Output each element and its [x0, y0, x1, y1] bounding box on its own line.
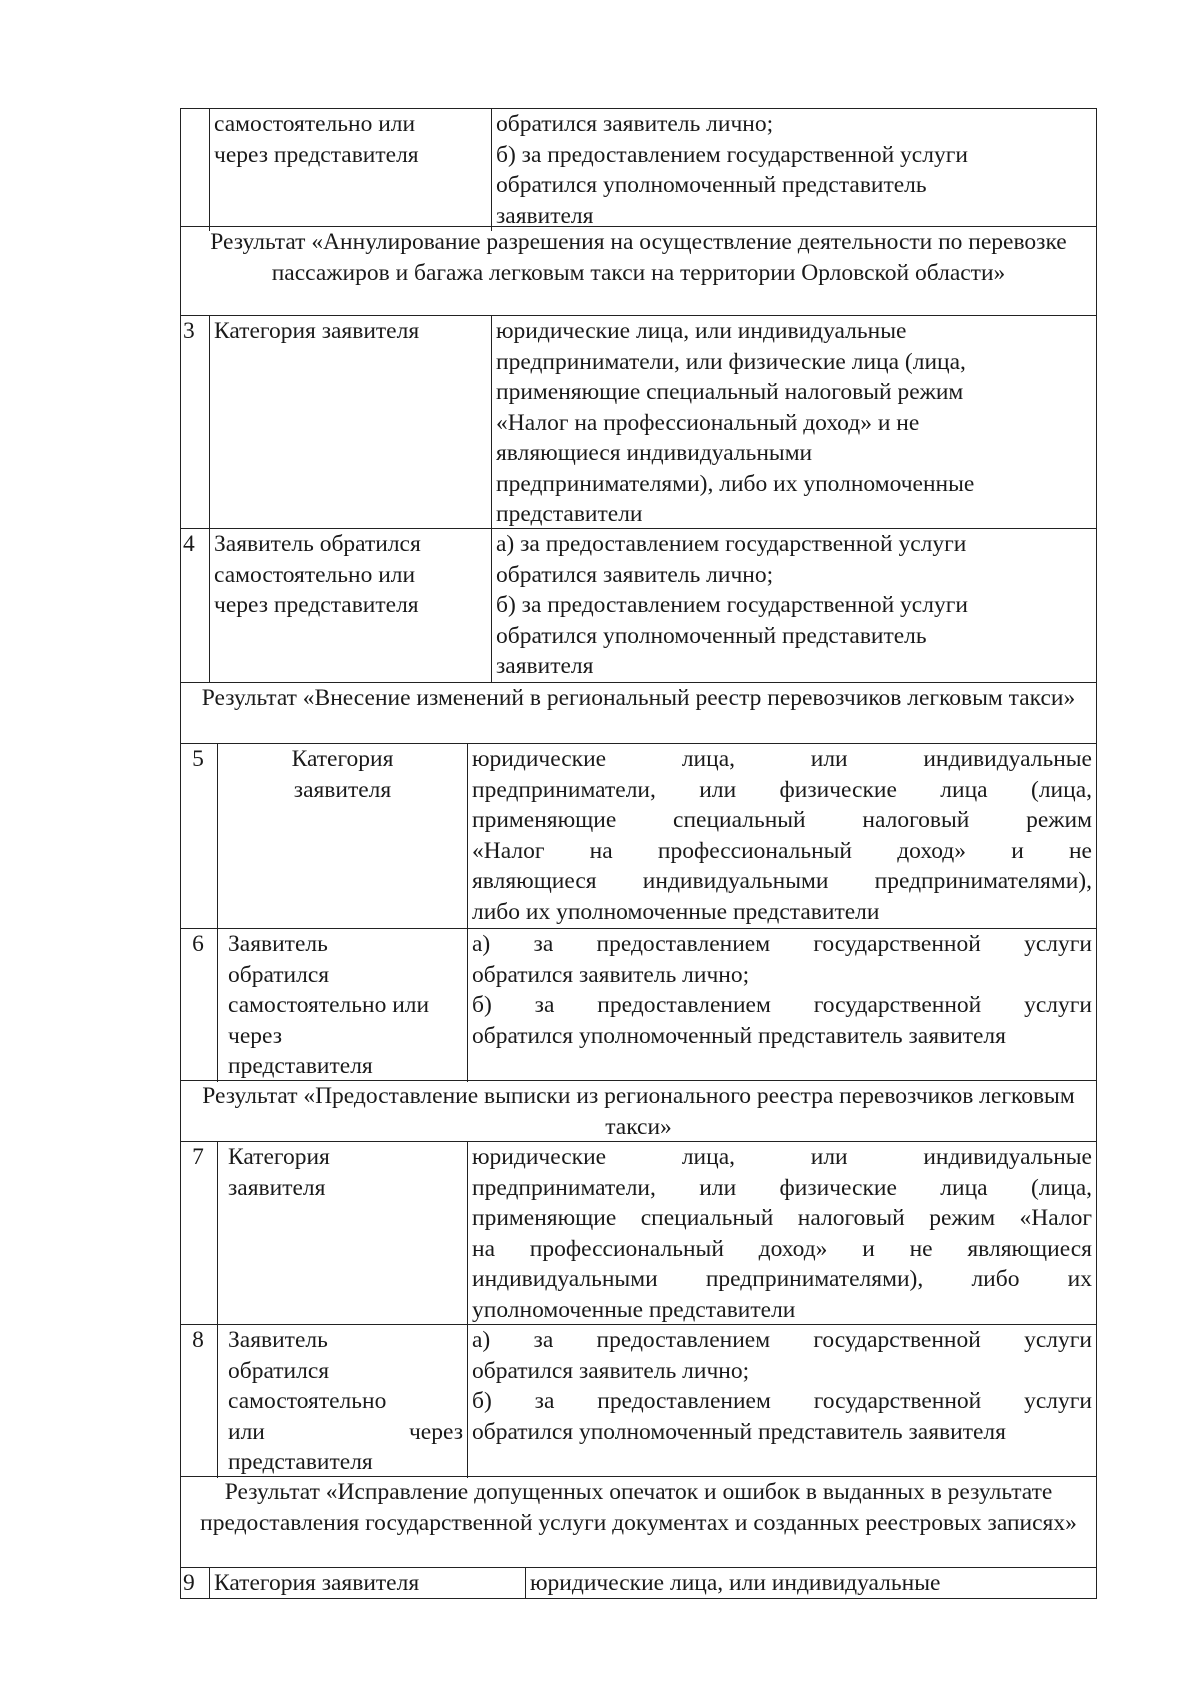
table-row [181, 1568, 1096, 1598]
row-label [217, 744, 467, 928]
desc-line: предприниматели, или физические лица (лица, [472, 1174, 1092, 1201]
label-line: заявителя [228, 1174, 326, 1201]
desc-line: юридические лица, или индивидуальные [472, 746, 1092, 772]
section-header: Результат «Предоставление выписки из регионального реестра перевозчиков легковым такси» [181, 1081, 1096, 1142]
label-line: заявителя [293, 776, 392, 803]
label-line: представителя [228, 1449, 373, 1475]
desc-line: обратился заявитель лично; [472, 961, 750, 988]
label-line: Категория заявителя [214, 1570, 420, 1596]
table-row [181, 929, 1096, 1081]
desc-line: предпринимателями), либо их уполномоченные [496, 470, 975, 497]
desc-line: заявителя [496, 653, 594, 679]
desc-line: б) за предоставлением государственной услуги [496, 141, 968, 168]
label-line: Заявитель [228, 1327, 328, 1353]
row-description [467, 1142, 1096, 1325]
row-label [209, 529, 491, 682]
desc-line: обратился уполномоченный представитель [496, 172, 927, 198]
label-line: через [228, 1022, 282, 1049]
label-line: самостоятельно или [214, 561, 416, 588]
desc-line: либо их уполномоченные представители [472, 898, 880, 925]
desc-line: применяющие специальный налоговый режим [496, 379, 964, 405]
desc-line: обратился заявитель лично; [472, 1357, 750, 1384]
row-label [217, 1325, 467, 1478]
applicant-table [180, 108, 1097, 1599]
label-line: Заявитель обратился [214, 531, 421, 557]
row-number [181, 109, 209, 231]
row-number: 9 [183, 1570, 195, 1596]
desc-line: «Налог на профессиональный доход» и не [472, 837, 1092, 864]
row-description [467, 1325, 1096, 1478]
desc-line: применяющие специальный налоговый режим [472, 807, 1092, 833]
label-line: Категория [291, 746, 394, 772]
row-number: 7 [192, 1144, 204, 1170]
table-row [181, 109, 1096, 227]
desc-line: уполномоченные представители [472, 1296, 796, 1323]
label-line: или через [228, 1418, 463, 1445]
row-number: 6 [192, 931, 204, 957]
row-number: 5 [192, 746, 204, 772]
row-description [467, 744, 1096, 928]
desc-line: а) за предоставлением государственной услуги [496, 531, 967, 557]
row-description [467, 929, 1096, 1082]
desc-line: обратился заявитель лично; [496, 111, 774, 137]
row-label [209, 109, 491, 231]
desc-line: индивидуальными предпринимателями), либо их [472, 1266, 1092, 1292]
desc-line: юридические лица, или индивидуальные [472, 1144, 1092, 1170]
desc-line: применяющие специальный налоговый режим «Налог [472, 1205, 1092, 1231]
desc-line: а) за предоставлением государственной услуги [472, 931, 1092, 957]
row-description [491, 109, 1096, 231]
row-label [209, 316, 491, 530]
row-description [491, 316, 1096, 530]
row-label [217, 929, 467, 1082]
desc-line: б) за предоставлением государственной услуги [472, 1388, 1092, 1414]
desc-line: обратился уполномоченный представитель [496, 622, 927, 649]
label-line: представителя [228, 1053, 373, 1079]
label-line: самостоятельно или [214, 111, 416, 137]
label-line: через представителя [214, 141, 419, 168]
desc-line: а) за предоставлением государственной услуги [472, 1327, 1092, 1353]
desc-line: предприниматели, или физические лица (лица, [496, 348, 966, 375]
row-number: 8 [192, 1327, 204, 1353]
row-label [217, 1142, 467, 1325]
table-row [181, 744, 1096, 929]
label-line: самостоятельно или [228, 992, 430, 1018]
desc-line: являющиеся индивидуальными предпринимателями), [472, 868, 1092, 894]
section-header: Результат «Аннулирование разрешения на осуществление деятельности по перевозке пассажиров и багажа легковым такси на территории Орловской области» [181, 227, 1096, 316]
table-row [181, 529, 1096, 683]
row-description [525, 1568, 1096, 1599]
label-line: самостоятельно [228, 1388, 387, 1414]
table-row [181, 316, 1096, 529]
desc-line: заявителя [496, 202, 594, 229]
label-line: обратился [228, 1357, 330, 1384]
desc-line: юридические лица, или индивидуальные [530, 1570, 941, 1596]
label-line: через представителя [214, 592, 419, 618]
desc-line: обратился уполномоченный представитель заявителя [472, 1022, 1006, 1049]
table-row [181, 1325, 1096, 1477]
desc-line: б) за предоставлением государственной услуги [472, 992, 1092, 1018]
section-header: Результат «Внесение изменений в региональный реестр перевозчиков легковым такси» [181, 683, 1096, 744]
row-description [491, 529, 1096, 682]
desc-line: обратился уполномоченный представитель заявителя [472, 1418, 1006, 1445]
label-line: обратился [228, 961, 330, 988]
row-number: 4 [183, 531, 195, 557]
desc-line: являющиеся индивидуальными [496, 440, 813, 466]
label-line: Категория заявителя [214, 318, 420, 344]
desc-line: обратился заявитель лично; [496, 561, 774, 588]
row-number: 3 [183, 318, 195, 344]
label-line: Категория [228, 1144, 330, 1170]
desc-line: «Налог на профессиональный доход» и не [496, 409, 920, 436]
section-header: Результат «Исправление допущенных опечаток и ошибок в выданных в результате предоставления государственной услуги документах и созданных реестровых записях» [181, 1477, 1096, 1568]
table-row [181, 1142, 1096, 1325]
label-line: Заявитель [228, 931, 328, 957]
row-label [209, 1568, 525, 1599]
desc-line: предприниматели, или физические лица (лица, [472, 776, 1092, 803]
desc-line: на профессиональный доход» и не являющиеся [472, 1235, 1092, 1262]
desc-line: б) за предоставлением государственной услуги [496, 592, 968, 618]
desc-line: юридические лица, или индивидуальные [496, 318, 907, 344]
desc-line: представители [496, 501, 643, 527]
